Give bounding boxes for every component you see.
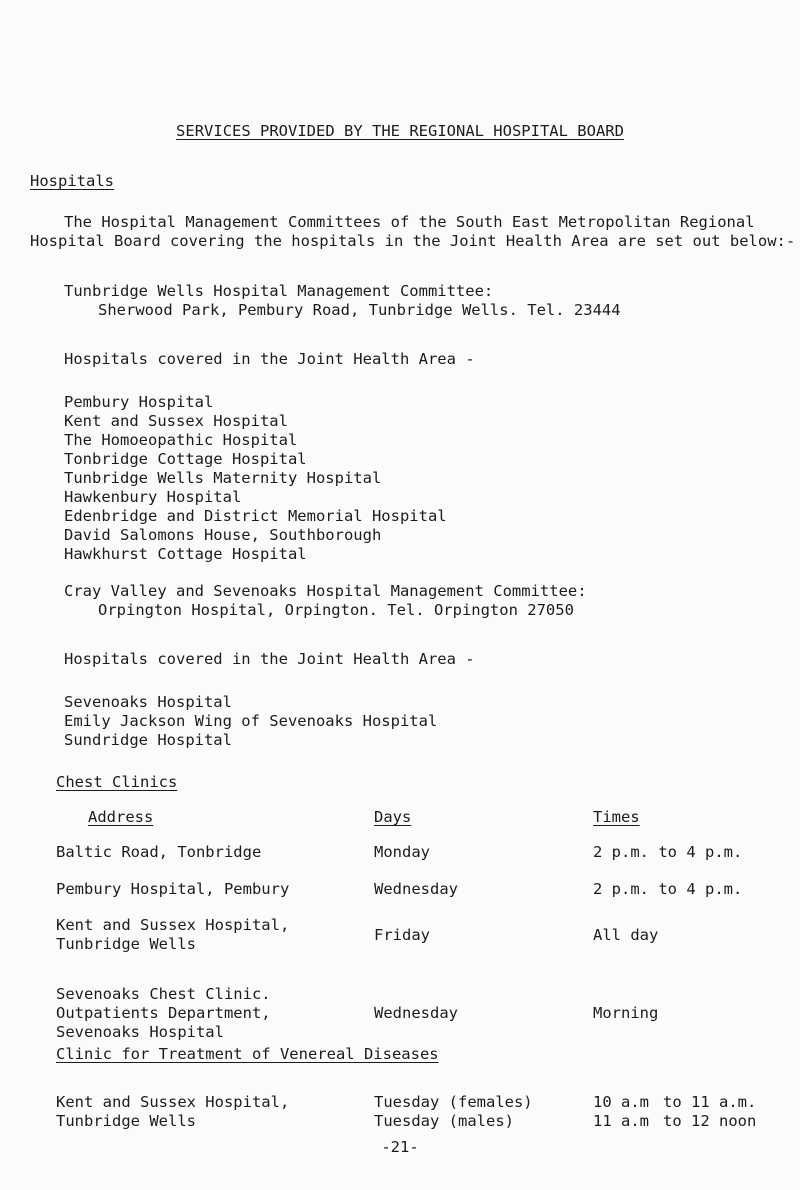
time-to: to 12 noon: [663, 1112, 757, 1130]
vd-clinic-address: [56, 1093, 289, 1131]
address-line: Sevenoaks Chest Clinic.: [56, 985, 271, 1003]
hospital-list-1: [64, 393, 447, 564]
hospital-list-2: [64, 693, 437, 750]
table-row-days: Wednesday: [374, 1004, 458, 1022]
address-line: Kent and Sussex Hospital,: [56, 1093, 290, 1111]
vd-clinic-times-to: [663, 1093, 756, 1131]
committee-cray-valley: [64, 582, 587, 620]
hospitals-heading: Hospitals: [30, 172, 114, 190]
committee-address: Sherwood Park, Pembury Road, Tunbridge Wells. Tel. 23444: [98, 301, 621, 319]
table-row-address: [56, 916, 289, 954]
table-row-times: Morning: [593, 1004, 659, 1022]
vd-clinic-days: [374, 1093, 533, 1131]
list-item: Sundridge Hospital: [64, 731, 232, 749]
page-title: SERVICES PROVIDED BY THE REGIONAL HOSPITAL BOARD: [176, 122, 624, 140]
table-row-address: Pembury Hospital, Pembury: [56, 880, 290, 898]
committee-tunbridge-wells: [64, 282, 621, 320]
list-item: Tunbridge Wells Maternity Hospital: [64, 469, 382, 487]
page-number: -21-: [381, 1138, 419, 1156]
list-item: Pembury Hospital: [64, 393, 214, 411]
committee-name: Cray Valley and Sevenoaks Hospital Management Committee:: [64, 582, 587, 600]
list-item: The Homoeopathic Hospital: [64, 431, 298, 449]
committee-name: Tunbridge Wells Hospital Management Committee:: [64, 282, 494, 300]
table-row-days: Monday: [374, 843, 430, 861]
chest-clinics-heading: Chest Clinics: [56, 773, 178, 791]
table-row-times: All day: [593, 926, 659, 944]
col-header-days: Days: [374, 808, 412, 826]
vd-clinic-heading: Clinic for Treatment of Venereal Diseases: [56, 1045, 439, 1063]
table-row-address: [56, 985, 271, 1042]
list-item: David Salomons House, Southborough: [64, 526, 382, 544]
day-line: Tuesday (females): [374, 1093, 533, 1111]
intro-line-2: Hospital Board covering the hospitals in the Joint Health Area are set out below:-: [30, 232, 796, 250]
time-from: 10 a.m: [593, 1093, 649, 1111]
table-row-days: Friday: [374, 926, 430, 944]
committee-address: Orpington Hospital, Orpington. Tel. Orpington 27050: [98, 601, 574, 619]
covered-heading-2: Hospitals covered in the Joint Health Area -: [64, 650, 475, 668]
time-from: 11 a.m: [593, 1112, 649, 1130]
list-item: Kent and Sussex Hospital: [64, 412, 288, 430]
col-header-times: Times: [593, 808, 640, 826]
list-item: Edenbridge and District Memorial Hospital: [64, 507, 447, 525]
table-row-days: Wednesday: [374, 880, 458, 898]
time-to: to 11 a.m.: [663, 1093, 757, 1111]
vd-clinic-times-from: [593, 1093, 649, 1131]
list-item: Emily Jackson Wing of Sevenoaks Hospital: [64, 712, 438, 730]
col-header-address: Address: [88, 808, 154, 826]
address-line: Tunbridge Wells: [56, 935, 196, 953]
address-line: Outpatients Department,: [56, 1004, 271, 1022]
day-line: Tuesday (males): [374, 1112, 514, 1130]
list-item: Hawkenbury Hospital: [64, 488, 242, 506]
table-row-times: 2 p.m. to 4 p.m.: [593, 843, 743, 861]
address-line: Kent and Sussex Hospital,: [56, 916, 290, 934]
list-item: Tonbridge Cottage Hospital: [64, 450, 307, 468]
list-item: Sevenoaks Hospital: [64, 693, 232, 711]
list-item: Hawkhurst Cottage Hospital: [64, 545, 307, 563]
address-line: Sevenoaks Hospital: [56, 1023, 224, 1041]
table-row-address: Baltic Road, Tonbridge: [56, 843, 262, 861]
table-row-times: 2 p.m. to 4 p.m.: [593, 880, 743, 898]
address-line: Tunbridge Wells: [56, 1112, 196, 1130]
covered-heading-1: Hospitals covered in the Joint Health Area -: [64, 350, 475, 368]
intro-line-1: The Hospital Management Committees of the South East Metropolitan Regional: [64, 213, 755, 231]
hospitals-intro: [30, 213, 795, 251]
